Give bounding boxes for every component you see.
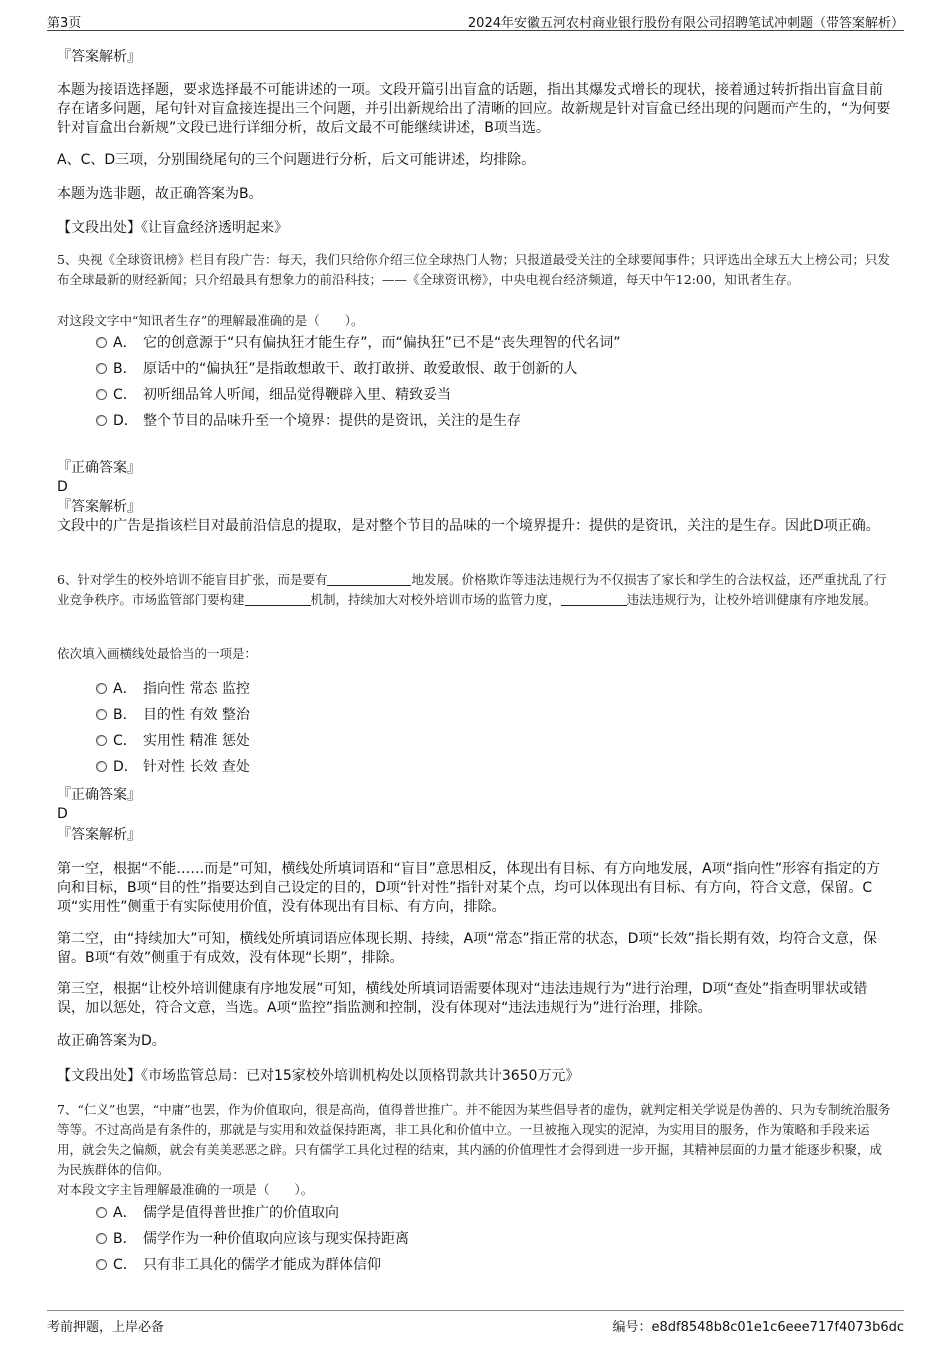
q5-option-d[interactable]: D． 整个节目的品味升至一个境界：提供的是资讯，关注的是生存 (96, 410, 876, 432)
radio-icon[interactable] (96, 761, 107, 772)
q6-explanation-para: 第二空，由“持续加大”可知，横线处所填词语应体现长期、持续，A项“常态”指正常的状态，D项“长效”指长期有效，均符合文意，保留。B项“有效”侧重于有成效，没有体现“长期”，排除。 (57, 931, 877, 966)
q6-source: 【文段出处】《市场监管总局：已对15家校外培训机构处以顶格罚款共计3650万元》 (57, 1068, 580, 1084)
q6-explanation-para: 第三空，根据“让校外培训健康有序地发展”可知，横线处所填词语需要体现对“违法违规行为”进行治理，D项“查处”指查明罪状或错误，加以惩处，符合文意，当选。A项“监控”指监测和控制，没有体现对“违法违规行为”进行治理，排除。 (57, 981, 868, 1016)
q6-option-c[interactable]: C． 实用性 精准 惩处 (96, 730, 876, 752)
q5-stem: 5、央视《全球资讯榜》栏目有段广告：每天，我们只给你介绍三位全球热门人物；只报道最受关注的全球要闻事件；只评选出全球五大上榜公司；只发布全球最新的财经新闻；只介绍最具有想象力的前沿科技；——《全球资讯榜》，中央电视台经济频道，每天中午12:00，知讯者生存。 (57, 252, 890, 287)
radio-icon[interactable] (96, 389, 107, 400)
page-number: 第3页 (47, 16, 82, 31)
q5-option-a[interactable]: A． 它的创意源于“只有偏执狂才能生存”，而“偏执狂”已不是“丧失理智的代名词” (96, 332, 876, 354)
q5-option-c[interactable]: C． 初听细品耸人听闻，细品觉得鞭辟入里、精致妥当 (96, 384, 876, 406)
q6-option-b[interactable]: B． 目的性 有效 整治 (96, 704, 876, 726)
fill-blank (561, 591, 627, 606)
q5-answer-label: 『正确答案』 (57, 460, 141, 476)
q6-conclusion: 故正确答案为D。 (57, 1033, 166, 1049)
document-id: 编号：e8df8548b8c01e1c6eee717f4073b6dc (612, 1320, 904, 1335)
q5-question: 对这段文字中“知讯者生存”的理解最准确的是（ ）。 (57, 313, 364, 328)
q5-explanation-label: 『答案解析』 (57, 499, 141, 515)
q5-explanation: 文段中的广告是指该栏目对最前沿信息的提取，是对整个节目的品味的一个境界提升：提供的是资讯，关注的是生存。因此D项正确。 (57, 518, 880, 534)
radio-icon[interactable] (96, 415, 107, 426)
radio-icon[interactable] (96, 683, 107, 694)
radio-icon[interactable] (96, 363, 107, 374)
q6-option-d[interactable]: D． 针对性 长效 查处 (96, 756, 876, 778)
q4-explanation-para: 本题为接语选择题，要求选择最不可能讲述的一项。文段开篇引出盲盒的话题，指出其爆发式增长的现状，接着通过转折指出盲盒目前存在诸多问题，尾句针对盲盒接连提出三个问题，并引出新规给出了清晰的回应。故新规是针对盲盒已经出现的问题而产生的，“为何要针对盲盒出台新规”文段已进行详细分析，故后文最不可能继续讲述，B项当选。 (57, 82, 891, 136)
q4-source: 【文段出处】《让盲盒经济透明起来》 (57, 220, 288, 236)
document-title: 2024年安徽五河农村商业银行股份有限公司招聘笔试冲刺题（带答案解析） (467, 16, 904, 31)
q6-question: 依次填入画横线处最恰当的一项是： (57, 646, 258, 661)
q6-answer-label: 『正确答案』 (57, 787, 141, 803)
radio-icon[interactable] (96, 1233, 107, 1244)
q4-conclusion: 本题为选非题，故正确答案为B。 (57, 186, 263, 202)
radio-icon[interactable] (96, 1207, 107, 1218)
q6-answer: D (57, 806, 68, 822)
fill-blank (327, 571, 411, 586)
radio-icon[interactable] (96, 709, 107, 720)
page-header (47, 8, 904, 31)
q7-option-c[interactable]: C． 只有非工具化的儒学才能成为群体信仰 (96, 1254, 876, 1276)
q7-option-b[interactable]: B． 儒学作为一种价值取向应该与现实保持距离 (96, 1228, 876, 1250)
q4-explanation-label: 『答案解析』 (57, 49, 141, 65)
q7-question: 对本段文字主旨理解最准确的一项是（ ）。 (57, 1182, 314, 1197)
q7-option-a[interactable]: A． 儒学是值得普世推广的价值取向 (96, 1202, 876, 1224)
page-footer (47, 1310, 904, 1337)
q5-option-b[interactable]: B． 原话中的“偏执狂”是指敢想敢干、敢打敢拼、敢爱敢恨、敢于创新的人 (96, 358, 876, 380)
radio-icon[interactable] (96, 337, 107, 348)
q5-answer: D (57, 479, 68, 495)
fill-blank (245, 591, 311, 606)
q6-explanation-para: 第一空，根据“不能……而是”可知，横线处所填词语和“盲目”意思相反，体现出有目标、有方向地发展，A项“指向性”形容有指定的方向和目标，B项“目的性”指要达到自己设定的目的，D项“针对性”指针对某个点，均可以体现出有目标、有方向，符合文意，保留。C项“实用性”侧重于有实际使用价值，没有体现出有目标、有方向，排除。 (57, 861, 881, 915)
radio-icon[interactable] (96, 735, 107, 746)
footer-slogan: 考前押题，上岸必备 (47, 1320, 165, 1335)
q7-stem: 7、“仁义”也罢，“中庸”也罢，作为价值取向，很是高尚，值得普世推广。并不能因为某些倡导者的虚伪，就判定相关学说是伪善的、只为专制统治服务等等。不过高尚是有条件的，那就是与实用和效益保持距离，非工具化和价值中立。一旦被拖入现实的泥淖，为实用目的服务，作为策略和手段来运用，就会失之偏颇，就会有美美恶恶之辟。只有儒学工具化过程的结束，其内涵的价值理性才会得到进一步开掘，其精神层面的力量才能逐步积聚，成为民族群体的信仰。 (57, 1102, 891, 1177)
q6-stem: 6、针对学生的校外培训不能盲目扩张，而是要有 地发展。价格欺诈等违法违规行为不仅损害了家长和学生的合法权益，还严重扰乱了行业竞争秩序。市场监管部门要构建 机制，持续加大对校外培训市场的监管力度， 违法违规行为，让校外培训健康有序地发展。 (57, 572, 887, 607)
radio-icon[interactable] (96, 1259, 107, 1270)
q6-option-a[interactable]: A． 指向性 常态 监控 (96, 678, 876, 700)
q4-explanation-para: A、C、D三项，分别围绕尾句的三个问题进行分析，后文可能讲述，均排除。 (57, 152, 536, 168)
q6-explanation-label: 『答案解析』 (57, 827, 141, 843)
